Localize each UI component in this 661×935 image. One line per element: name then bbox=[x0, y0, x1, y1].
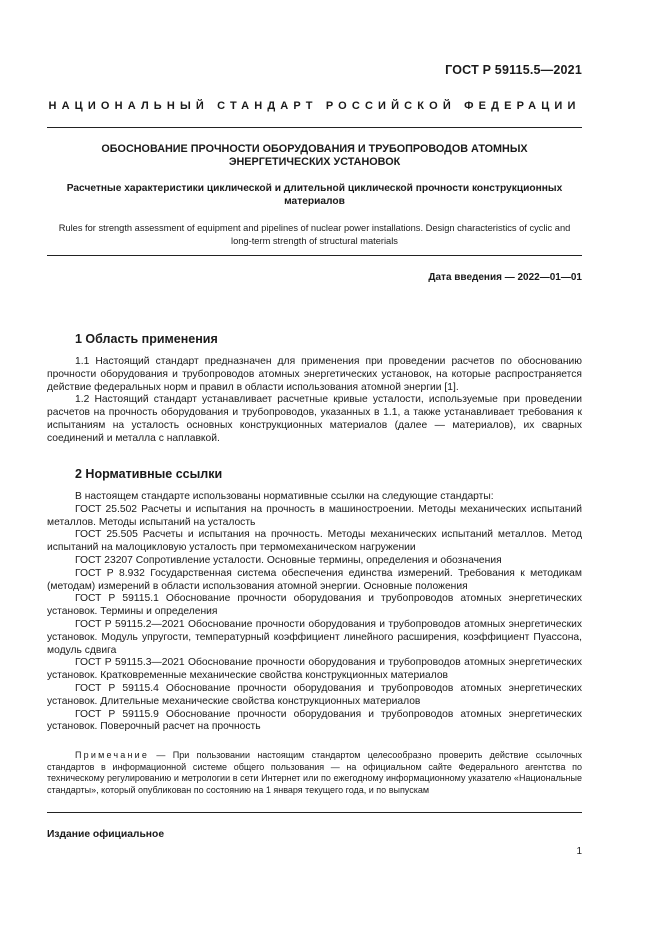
reference-item: ГОСТ Р 59115.1 Обоснование прочности оборудования и трубопроводов атомных энергетических установок. Термины и определения bbox=[47, 593, 582, 618]
reference-item: ГОСТ Р 59115.2—2021 Обоснование прочности оборудования и трубопроводов атомных энергетических установок. Модуль упругости, температурный коэффициент линейного расширения, коэффициент Пуассона, модуль сдвига bbox=[47, 618, 582, 656]
document-subtitle: Расчетные характеристики циклической и длительной циклической прочности конструкционных материалов bbox=[66, 183, 563, 207]
reference-item: ГОСТ 23207 Сопротивление усталости. Основные термины, определения и обозначения bbox=[75, 554, 502, 566]
section-2-heading: 2 Нормативные ссылки bbox=[75, 467, 223, 481]
reference-item: ГОСТ 25.505 Расчеты и испытания на прочность. Методы механических испытаний металлов. Метод испытаний на малоцикловую усталость при термомеханическом нагружении bbox=[47, 529, 582, 554]
english-title: Rules for strength assessment of equipment and pipelines of nuclear power installations. Design characteristics of cyclic and long-term strength of structural materials bbox=[58, 223, 571, 246]
section-1-body bbox=[47, 356, 582, 446]
note-text: — При пользовании настоящим стандартом целесообразно проверить действие ссылочных стандартов в информационной системе общего пользования — на официальном сайте Федерального агентства по техническому регулированию и метрологии в сети Интернет или по ежегодному информационному указателю «Национальные стандарты», который опубликован по состоянию на 1 января текущего года, и по выпускам bbox=[47, 750, 582, 795]
document-title: ОБОСНОВАНИЕ ПРОЧНОСТИ ОБОРУДОВАНИЯ И ТРУБОПРОВОДОВ АТОМНЫХ ЭНЕРГЕТИЧЕСКИХ УСТАНОВОК bbox=[101, 143, 528, 168]
introduction-date: Дата введения — 2022—01—01 bbox=[428, 272, 582, 283]
reference-item: ГОСТ Р 59115.3—2021 Обоснование прочности оборудования и трубопроводов атомных энергетических установок. Кратковременные механические свойства конструкционных материалов bbox=[47, 657, 582, 682]
reference-item: ГОСТ Р 59115.4 Обоснование прочности оборудования и трубопроводов атомных энергетических установок. Длительные механические свойства конструкционных материалов bbox=[47, 682, 582, 707]
official-edition-label: Издание официальное bbox=[47, 829, 165, 840]
references-intro: В настоящем стандарте использованы нормативные ссылки на следующие стандарты: bbox=[75, 491, 494, 502]
header-divider bbox=[47, 127, 582, 128]
title-divider bbox=[47, 255, 582, 256]
reference-item: ГОСТ 25.502 Расчеты и испытания на прочность в машиностроении. Методы механических испытаний металлов. Методы испытаний на усталость bbox=[47, 503, 582, 528]
footer-divider bbox=[47, 812, 582, 813]
paragraph-1-1: 1.1 Настоящий стандарт предназначен для применения при проведении расчетов по обоснованию прочности оборудования и трубопроводов атомных энергетических установок, на которые распространяется действие федеральных норм и правил в области использования атомной энергии [1]. bbox=[47, 356, 582, 393]
paragraph-1-2: 1.2 Настоящий стандарт устанавливает расчетные кривые усталости, используемые при проведении расчетов на прочность оборудования и трубопроводов, указанных в 1.1, а также устанавливает требования к испытаниям на усталость основных конструкционных материалов (далее — материалов), их сварных соединений и металла с наплавкой. bbox=[47, 394, 582, 444]
document-number: ГОСТ Р 59115.5—2021 bbox=[445, 63, 582, 77]
section-1-heading: 1 Область применения bbox=[75, 332, 218, 346]
reference-item: ГОСТ Р 59115.9 Обоснование прочности оборудования и трубопроводов атомных энергетических установок. Поверочный расчет на прочность bbox=[47, 708, 582, 733]
note bbox=[47, 750, 582, 796]
page-number: 1 bbox=[576, 846, 582, 857]
note-label: Примечание bbox=[75, 750, 150, 760]
reference-item: ГОСТ Р 8.932 Государственная система обеспечения единства измерений. Требования к методикам (методам) измерений в области использования атомной энергии. Основные положения bbox=[47, 567, 582, 592]
national-standard-banner: НАЦИОНАЛЬНЫЙ СТАНДАРТ РОССИЙСКОЙ ФЕДЕРАЦИИ bbox=[48, 100, 581, 112]
section-2-body bbox=[47, 491, 582, 734]
